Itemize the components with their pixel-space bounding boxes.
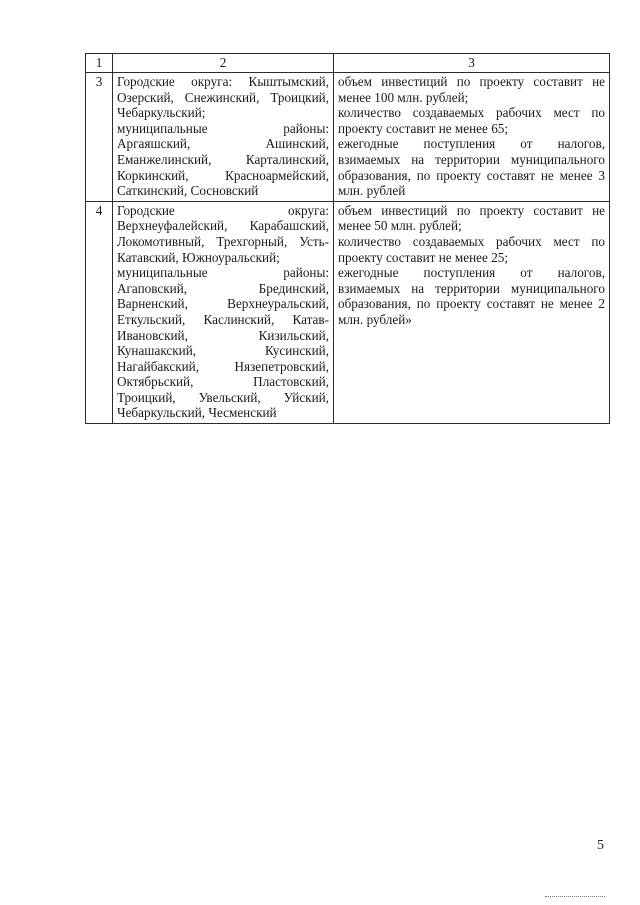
criteria-paragraph: объем инвестиций по проекту составит не менее 100 млн. рублей;	[338, 74, 605, 105]
page-number: 5	[597, 838, 604, 853]
criteria-paragraph: объем инвестиций по проекту составит не менее 50 млн. рублей;	[338, 202, 605, 234]
territories-paragraph: Городские округа: Кыштымский, Озерский, Снежинский, Троицкий, Чебаркульский;	[117, 74, 329, 121]
criteria-cell	[334, 201, 610, 423]
header-cell-2: 2	[113, 54, 334, 73]
criteria-paragraph: ежегодные поступления от налогов, взимаемых на территории муниципального образования, по проекту составят не менее 3 млн. рублей	[338, 136, 605, 199]
table-header-row	[86, 54, 610, 73]
territories-paragraph: муниципальные районы: Аргаяшский, Ашинский, Еманжелинский, Карталинский, Коркинский, Красноармейский, Саткинский, Сосновский	[117, 120, 329, 199]
criteria-table	[85, 53, 610, 424]
header-cell-1: 1	[86, 54, 113, 73]
criteria-cell	[334, 73, 610, 202]
criteria-paragraph: количество создаваемых рабочих мест по проекту составит не менее 65;	[338, 105, 605, 136]
territories-cell	[113, 201, 334, 423]
header-cell-3: 3	[334, 54, 610, 73]
table-row	[86, 73, 610, 202]
row-number: 3	[86, 73, 113, 202]
scan-edge-mark	[545, 896, 605, 897]
territories-paragraph: муниципальные районы: Агаповский, Брединский, Варненский, Верхнеуральский, Еткульский, Каслинский, Катав-Ивановский, Кизильский, Кунашакский, Кусинский, Нагайбакский, Нязепетровский, Октябрьский, Пластовский, Троицкий, Увельский, Уйский, Чебаркульский, Чесменский	[117, 265, 329, 421]
row-number: 4	[86, 201, 113, 423]
criteria-paragraph: количество создаваемых рабочих мест по проекту составит не менее 25;	[338, 233, 605, 265]
table-row	[86, 201, 610, 423]
territories-cell	[113, 73, 334, 202]
territories-paragraph: Городские округа: Верхнеуфалейский, Карабашский, Локомотивный, Трехгорный, Усть-Катавский, Южноуральский;	[117, 202, 329, 265]
criteria-paragraph: ежегодные поступления от налогов, взимаемых на территории муниципального образования, по проекту составят не менее 2 млн. рублей»	[338, 265, 605, 327]
